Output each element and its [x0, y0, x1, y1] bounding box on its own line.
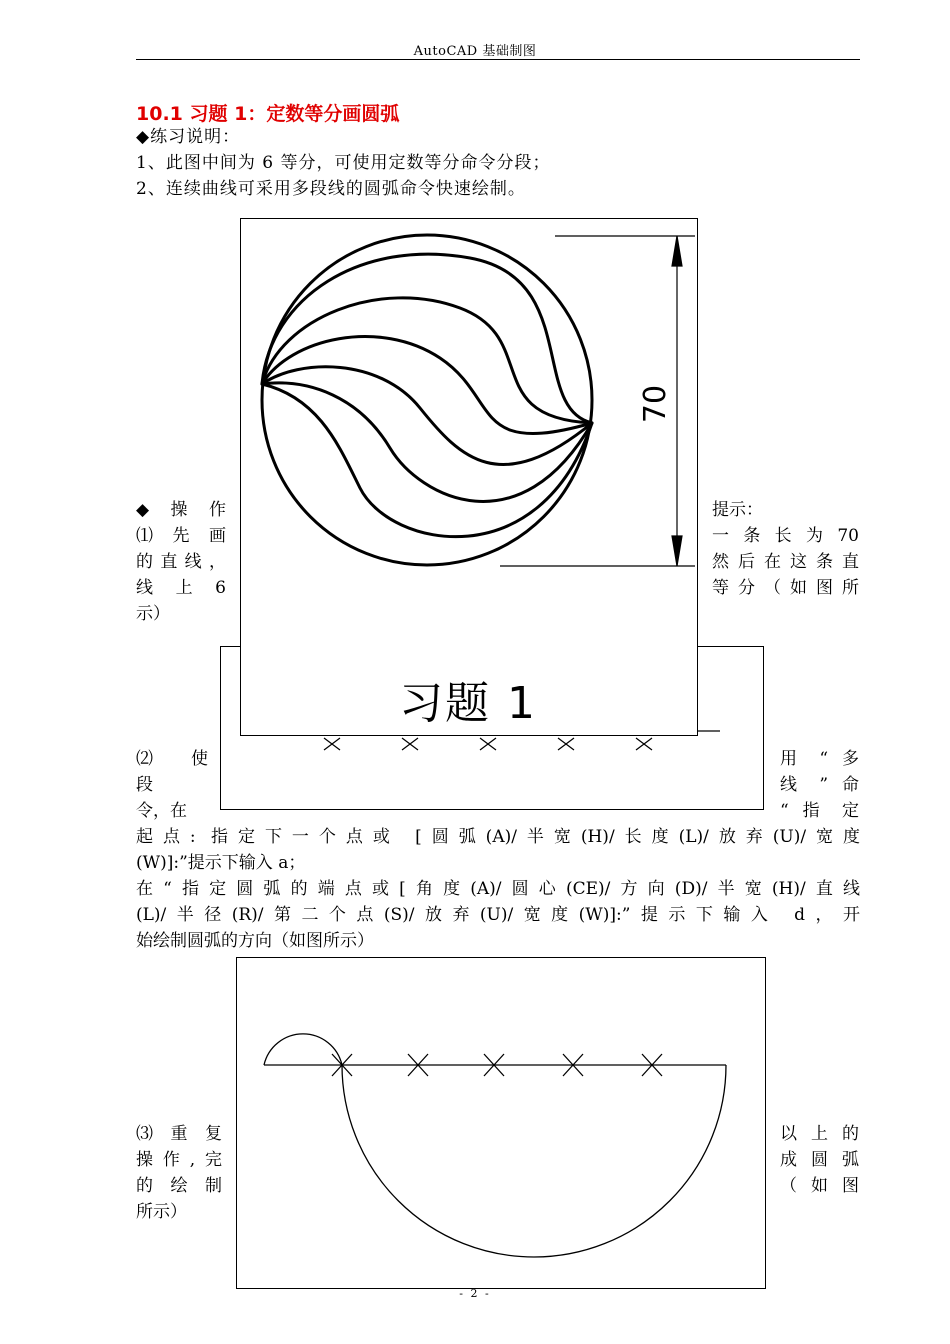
step-2-left [136, 746, 208, 824]
step-3-right-line: 成 圆 弧 [780, 1150, 859, 1170]
step-2-line: (W)]:”提示下输入 a； [136, 853, 306, 873]
note-1: 1、此图中间为 6 等分，可使用定数等分命令分段； [136, 153, 551, 173]
figure-1-drawing [240, 218, 696, 734]
practice-lead: ◆练习说明： [136, 127, 241, 147]
step-2-left-line: 令，在 [136, 801, 187, 821]
step-3-left-line: 所示） [136, 1202, 187, 1222]
note-2: 2、连续曲线可采用多段线的圆弧命令快速绘制。 [136, 179, 526, 199]
step-1-right-line: 提示： [712, 500, 763, 520]
step-3-right [780, 1121, 859, 1199]
section-title: 10.1 习题 1：定数等分画圆弧 [136, 103, 400, 125]
step-2-left-line: 段 [136, 775, 153, 795]
step-2-line: (L)/半径(R)/第二个点(S)/放弃(U)/宽度(W)]:”提示下输入 d，开 [136, 905, 860, 925]
step-1-right [712, 497, 859, 601]
step-3-left [136, 1121, 222, 1225]
step-3-right-line: 以 上 的 [780, 1124, 859, 1144]
step-1-left [136, 497, 226, 627]
step-3-right-line: （ 如 图 [780, 1176, 859, 1196]
step-2-left-line: ⑵ 使 [136, 749, 208, 769]
page-number: - 2 - [459, 1287, 491, 1300]
step-2-right-line: 线 ” 命 [780, 775, 859, 795]
step-2-line: 在“指定圆弧的端点或[角度(A)/圆心(CE)/方向(D)/半宽(H)/直线 [136, 879, 860, 899]
step-1-left-line: ◆ 操 作 [136, 500, 226, 520]
header-rule [136, 59, 860, 60]
step-1-left-line: 线 上 6 [136, 578, 226, 598]
dimension-label: 70 [638, 384, 673, 424]
figure-3-drawing [236, 957, 764, 1287]
step-1-left-line: 示） [136, 604, 170, 624]
step-1-right-line: 然后在这条直 [712, 552, 859, 572]
step-1-right-line: 一 条 长 为 70 [712, 526, 859, 546]
step-3-left-line: ⑶ 重 复 [136, 1124, 222, 1144]
step-2-line: 始绘制圆弧的方向（如图所示） [136, 931, 374, 951]
step-2-line: 起点: 指定下一个点或 [圆弧(A)/半宽(H)/长度(L)/放弃(U)/宽度 [136, 827, 860, 847]
step-1-left-line: ⑴ 先 画 [136, 526, 226, 546]
step-2-body [136, 824, 860, 954]
step-1-left-line: 的直线， [136, 552, 226, 572]
running-header: AutoCAD 基础制图 [413, 44, 537, 59]
step-2-right-line: “ 指 定 [780, 801, 859, 821]
step-2-right-line: 用 “ 多 [780, 749, 859, 769]
step-1-right-line: 等分（如图所 [712, 578, 859, 598]
step-2-right [780, 746, 859, 824]
step-3-left-line: 操作,完 [136, 1150, 222, 1170]
step-3-left-line: 的 绘 制 [136, 1176, 222, 1196]
figure-1-caption: 习题 1 [399, 678, 537, 729]
